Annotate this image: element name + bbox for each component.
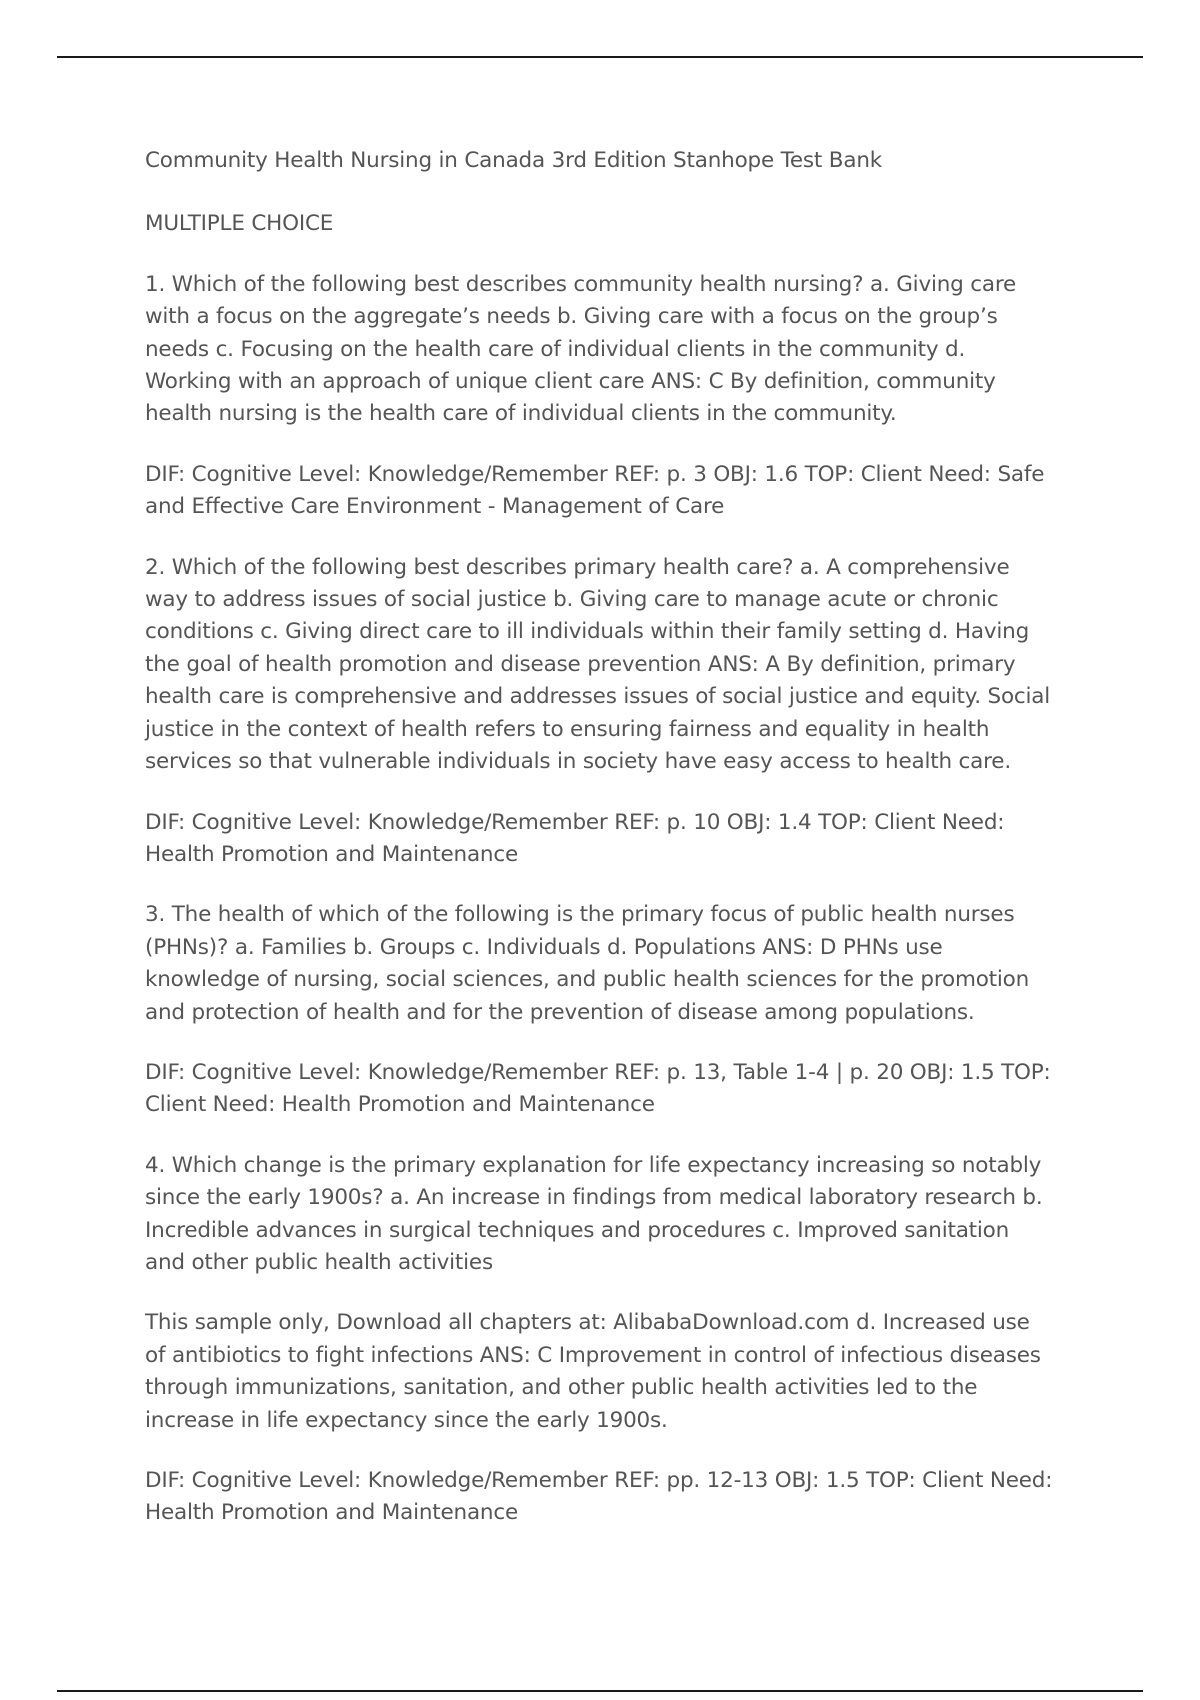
question-1: 1. Which of the following best describes community health nursing? a. Giving care with a focus on the aggregate’s needs b. Giving care with a focus on the group’s needs c. Focusing on the health care of individual clients in the community d. Working with an approach of unique client care ANS: C By definition, community health nursing is the health care of individual clients in the community. bbox=[145, 271, 1017, 427]
question-4-continued: This sample only, Download all chapters at: AlibabaDownload.com d. Increased use of antibiotics to fight infections ANS: C Improvement in control of infectious diseases through immunizations, sanitation, and other public health activities led to the increase in life expectancy since the early 1900s. bbox=[145, 1310, 1041, 1433]
question-2: 2. Which of the following best describes primary health care? a. A comprehensive way to address issues of social justice b. Giving care to manage acute or chronic conditions c. Giving direct care to ill individuals within their family setting d. Having the goal of health promotion and disease prevention ANS: A By definition, primary health care is comprehensive and addresses issues of social justice and equity. Social justice in the context of health refers to ensuring fairness and equality in health services so that vulnerable individuals in society have easy access to health care. bbox=[145, 554, 1051, 775]
question-3: 3. The health of which of the following is the primary focus of public health nurses (PHNs)? a. Families b. Groups c. Individuals d. Populations ANS: D PHNs use knowledge of nursing, social sciences, and public health sciences for the promotion and protection of health and for the prevention of disease among populations. bbox=[145, 902, 1030, 1025]
document-title: Community Health Nursing in Canada 3rd Edition Stanhope Test Bank bbox=[145, 148, 883, 173]
question-2-metadata: DIF: Cognitive Level: Knowledge/Remember REF: p. 10 OBJ: 1.4 TOP: Client Need: Health Promotion and Maintenance bbox=[145, 809, 1005, 867]
section-heading: MULTIPLE CHOICE bbox=[145, 211, 334, 237]
question-4: 4. Which change is the primary explanation for life expectancy increasing so notably since the early 1900s? a. An increase in findings from medical laboratory research b. Incredible advances in surgical techniques and procedures c. Improved sanitation and other public health activities bbox=[145, 1152, 1043, 1275]
question-3-metadata: DIF: Cognitive Level: Knowledge/Remember REF: p. 13, Table 1-4 | p. 20 OBJ: 1.5 TOP: Client Need: Health Promotion and Maintenance bbox=[145, 1059, 1051, 1118]
bottom-rule bbox=[57, 1690, 1143, 1692]
page-content bbox=[145, 145, 1055, 1558]
question-1-metadata: DIF: Cognitive Level: Knowledge/Remember REF: p. 3 OBJ: 1.6 TOP: Client Need: Safe and Effective Care Environment - Management of Care bbox=[145, 461, 1045, 520]
question-4-metadata: DIF: Cognitive Level: Knowledge/Remember REF: pp. 12-13 OBJ: 1.5 TOP: Client Need: Health Promotion and Maintenance bbox=[145, 1468, 1053, 1526]
top-rule bbox=[57, 56, 1143, 58]
